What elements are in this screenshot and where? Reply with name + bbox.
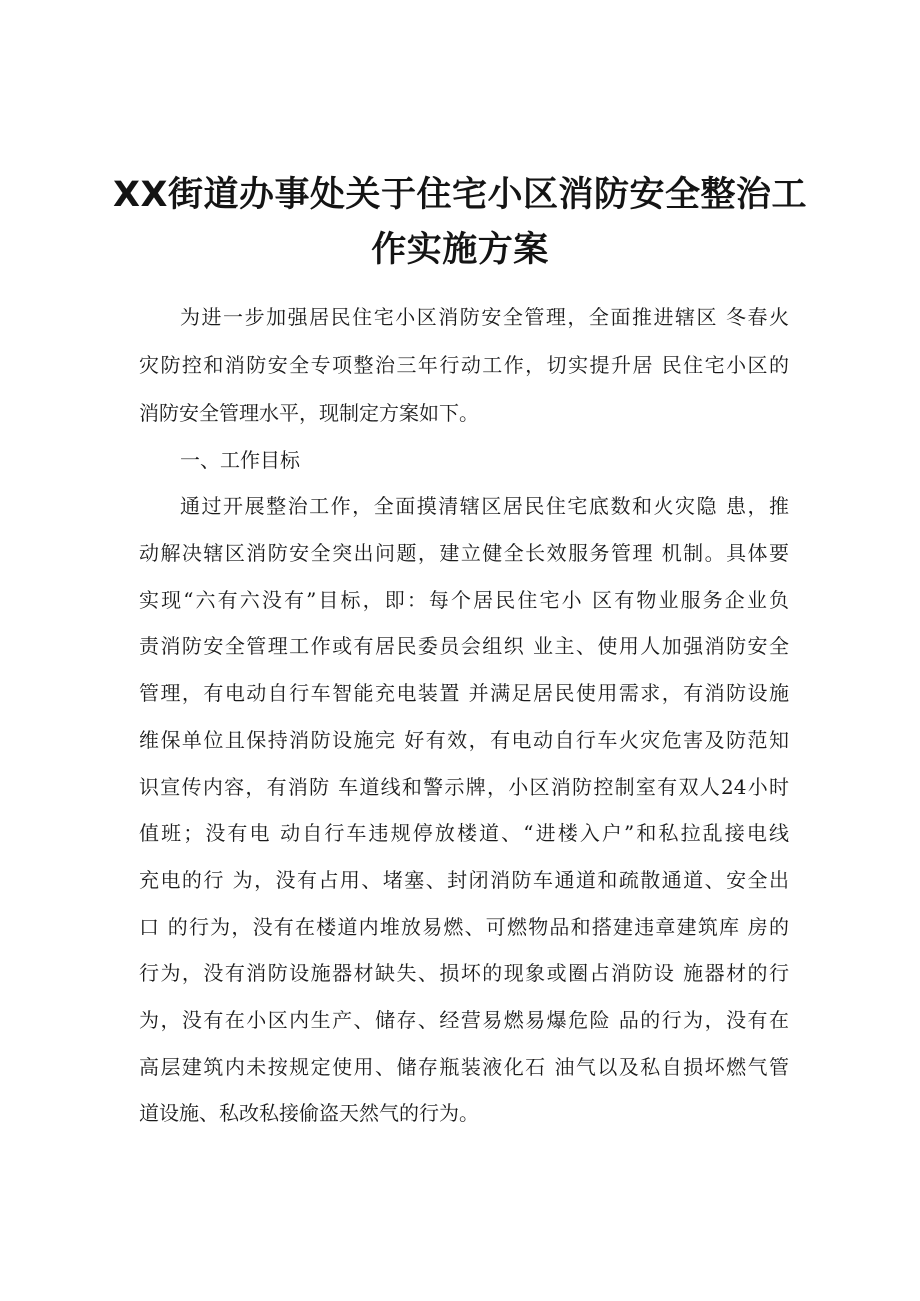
paragraph-2-line-4: 责消防安全管理工作或有居民委员会组织 业主、使用人加强消防安全 <box>139 634 789 658</box>
paragraph-2-line-2: 动解决辖区消防安全突出问题，建立健全长效服务管理 机制。具体要 <box>139 541 789 565</box>
document-title-line-2: 作实施方案 <box>371 230 549 270</box>
paragraph-2-line-12: 为，没有在小区内生产、储存、经营易燃易爆危险 品的行为，没有在 <box>139 1008 789 1032</box>
paragraph-2-line-3: 实现“六有六没有”目标，即：每个居民住宅小 区有物业服务企业负 <box>139 588 789 612</box>
paragraph-2-line-1: 通过开展整治工作，全面摸清辖区居民住宅底数和火灾隐 患，推 <box>180 494 789 518</box>
paragraph-2-line-5: 管理，有电动自行车智能充电装置 并满足居民使用需求，有消防设施 <box>139 681 789 705</box>
paragraph-2-line-8: 值班；没有电 动自行车违规停放楼道、“进楼入户”和私拉乱接电线 <box>139 821 789 845</box>
paragraph-1-line-1: 为进一步加强居民住宅小区消防安全管理，全面推进辖区 冬春火 <box>180 305 789 329</box>
section-heading-work-goals: 一、工作目标 <box>180 448 300 472</box>
paragraph-2-line-13: 高层建筑内未按规定使用、储存瓶装液化石 油气以及私自损坏燃气管 <box>139 1055 789 1079</box>
paragraph-2-line-6: 维保单位且保持消防设施完 好有效，有电动自行车火灾危害及防范知 <box>139 728 789 752</box>
paragraph-2-line-11: 行为，没有消防设施器材缺失、损坏的现象或圈占消防设 施器材的行 <box>139 961 789 985</box>
paragraph-2-line-10: 口 的行为，没有在楼道内堆放易燃、可燃物品和搭建违章建筑库 房的 <box>139 915 789 939</box>
paragraph-1-line-3: 消防安全管理水平，现制定方案如下。 <box>139 401 479 425</box>
paragraph-2-line-9: 充电的行 为，没有占用、堵塞、封闭消防车通道和疏散通道、安全出 <box>139 868 789 892</box>
document-title-line-1: XX街道办事处关于住宅小区消防安全整治工 <box>113 175 807 215</box>
paragraph-2-line-7: 识宣传内容，有消防 车道线和警示牌，小区消防控制室有双人24小时 <box>139 775 789 799</box>
paragraph-1-line-2: 灾防控和消防安全专项整治三年行动工作，切实提升居 民住宅小区的 <box>139 353 789 377</box>
paragraph-2-line-14: 道设施、私改私接偷盗天然气的行为。 <box>139 1101 479 1125</box>
